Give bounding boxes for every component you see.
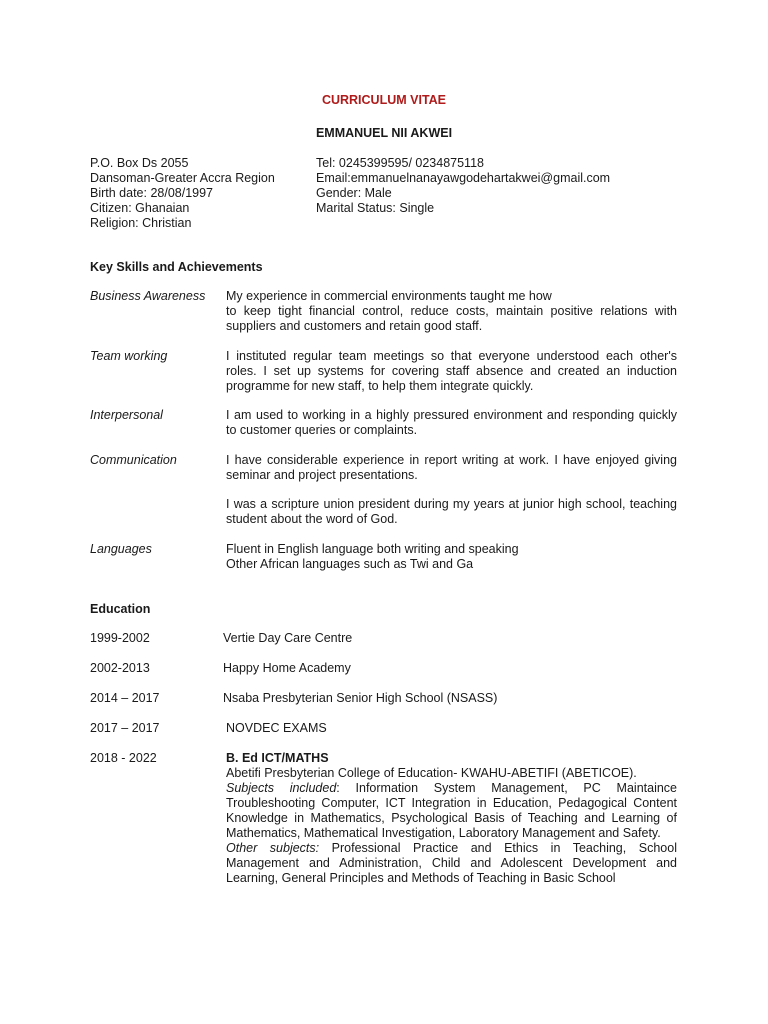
education-school: NOVDEC EXAMS [226,721,327,735]
education-school: Nsaba Presbyterian Senior High School (NSASS) [223,691,498,705]
education-years: 1999-2002 [90,631,150,645]
skill-label-communication: Communication [90,453,177,467]
subjects-included [226,781,677,841]
education-years: 2018 - 2022 [90,751,157,765]
religion: Religion: Christian [90,216,192,230]
subjects-included-list: : Information System Management, PC Maintaince Troubleshooting Computer, ICT Integration in Education, Pedagogical Content Knowledge in Mathematics, Psychological Basis of Teaching and Learning of Mathematics, Mathematical Investigation, Laboratory Management and Safety. [226,781,678,840]
skill-text-languages [226,542,677,572]
document-title: CURRICULUM VITAE [321,93,447,107]
skill-label-business-awareness: Business Awareness [90,289,206,303]
subjects-included-label: Subjects included [226,781,337,795]
skill-paragraph: Fluent in English language both writing and speaking [226,542,519,556]
skill-text-communication [226,453,677,527]
education-heading: Education [90,602,151,616]
telephone: Tel: 0245399595/ 0234875118 [316,156,484,170]
education-years: 2017 – 2017 [90,721,160,735]
skill-label-interpersonal: Interpersonal [90,408,163,422]
other-subjects [226,841,677,886]
contact-left-column [90,156,320,231]
po-box: P.O. Box Ds 2055 [90,156,189,170]
skill-paragraph: My experience in commercial environments taught me how [226,289,552,303]
skill-paragraph: Other African languages such as Twi and Ga [226,557,474,571]
college-name: Abetifi Presbyterian College of Education- KWAHU-ABETIFI (ABETICOE). [226,766,637,780]
candidate-name: EMMANUEL NII AKWEI [315,126,453,140]
education-school: Vertie Day Care Centre [223,631,353,645]
skill-paragraph: I have considerable experience in report writing at work. I have enjoyed giving seminar and project presentations. [226,453,677,482]
contact-right-column [316,156,696,216]
skill-text-interpersonal [226,408,677,438]
address-region: Dansoman-Greater Accra Region [90,171,275,185]
skill-paragraph: to keep tight financial control, reduce costs, maintain positive relations with suppliers and customers and retain good staff. [226,304,677,333]
skill-label-languages: Languages [90,542,152,556]
email: Email:emmanuelnanayawgodehartakwei@gmail.com [316,171,611,185]
citizenship: Citizen: Ghanaian [90,201,190,215]
skill-paragraph: I instituted regular team meetings so that everyone understood each other's roles. I set up systems for covering staff absence and created an induction programme for new staff, to help them integrate quickly. [226,349,677,393]
skills-heading: Key Skills and Achievements [90,260,263,274]
other-subjects-label: Other subjects: [226,841,320,855]
education-years: 2014 – 2017 [90,691,160,705]
marital-status: Marital Status: Single [316,201,435,215]
gender: Gender: Male [316,186,392,200]
skill-text-team-working [226,349,677,394]
other-subjects-list: Professional Practice and Ethics in Teaching, School Management and Administration, Child and Adolescent Development and Learning, General Principles and Methods of Teaching in Basic School [226,841,677,885]
education-degree-detail [226,751,677,886]
birth-date: Birth date: 28/08/1997 [90,186,214,200]
skill-paragraph: I was a scripture union president during my years at junior high school, teaching student about the word of God. [226,497,677,526]
skill-label-team-working: Team working [90,349,168,363]
education-years: 2002-2013 [90,661,150,675]
skill-paragraph: I am used to working in a highly pressured environment and responding quickly to customer queries or complaints. [226,408,677,437]
skill-text-business-awareness [226,289,677,334]
education-school: Happy Home Academy [223,661,351,675]
degree-title: B. Ed ICT/MATHS [226,751,329,765]
